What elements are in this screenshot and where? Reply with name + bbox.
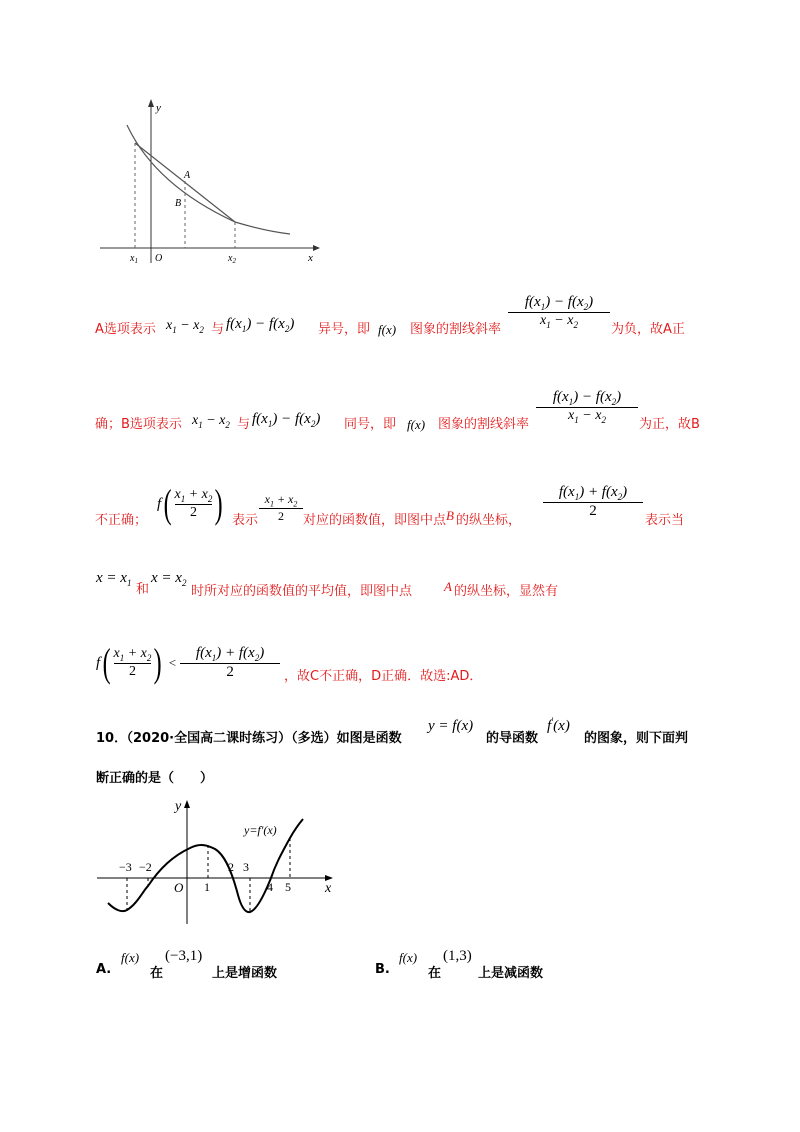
sol-line4-x-eq-x1: $x = x_1$ [96, 570, 132, 588]
sol-line3-average-fraction: $f(x_1) + f(x_2)$ 2 [543, 484, 643, 520]
sol-line1-b: 与 [211, 322, 225, 337]
y-axis-label: y [156, 102, 161, 114]
question-text-a: 的导函数 [486, 731, 539, 746]
option-b-letter: B. [375, 962, 390, 977]
sol-line3-d: 的纵坐标， [456, 513, 522, 528]
sol-line1-c: 异号，即 [318, 322, 371, 337]
x2-label: $x_2$ [228, 253, 236, 265]
point-b-label: B [175, 198, 182, 209]
option-b-word: 在 [428, 966, 442, 981]
sol-line2-fx: f(x) [407, 417, 426, 432]
sol-line1-a: A选项表示 [95, 322, 156, 337]
sol-line1-expr-x1-x2: $x_1 - x_2$ [166, 318, 204, 335]
sol-line1-expr-fdiff: $f(x_1) - f(x_2)$ [226, 316, 295, 334]
sol-line3-f-midpoint: f ( $x_1 + x_2$ 2 ) [157, 481, 224, 526]
y-axis-arrow-icon [184, 800, 190, 808]
sol-line2-d: 图象的割线斜率 [438, 417, 530, 432]
sol-line4-a: 时所对应的函数值的平均值，即图中点 [191, 584, 413, 599]
sol-line5-inequality: f ( $x_1 + x_2$ 2 ) < $f(x_1) + f(x_2)$ 2 [96, 638, 280, 688]
option-b-result: 上是减函数 [478, 966, 544, 981]
tick-label-neg3: −3 [119, 860, 132, 874]
question-text-c: 断正确的是（ ） [96, 771, 214, 786]
option-b[interactable] [375, 950, 615, 984]
sol-line3-b: 表示 [232, 513, 259, 528]
sol-line3-point-b: B [446, 508, 454, 523]
sol-line2-slope-fraction: $f(x_1) - f(x_2)$ $x_1 - x_2$ [536, 389, 638, 425]
option-b-func: f(x) [399, 950, 418, 965]
sol-line3-a: 不正确； [95, 513, 148, 528]
x1-label: $x_1$ [130, 253, 138, 265]
point-a-label: A [184, 170, 191, 181]
x-axis-label: x [325, 881, 332, 896]
option-a[interactable] [96, 950, 336, 984]
origin-label: O [155, 253, 163, 264]
tick-label-4: 4 [267, 880, 273, 894]
sol-line3-midpoint-fraction: $x_1 + x_2$ 2 [259, 492, 303, 524]
sol-line4-and: 和 [136, 582, 150, 597]
derivative-figure [95, 798, 340, 928]
sol-line2-c: 同号，即 [344, 417, 397, 432]
sol-line2-expr-fdiff: $f(x_1) - f(x_2)$ [252, 411, 321, 429]
tick-label-5: 5 [285, 880, 291, 894]
origin-label: O [174, 880, 184, 895]
option-b-interval: (1,3) [443, 948, 472, 964]
tick-label-3: 3 [243, 860, 249, 874]
sol-line1-fx: f(x) [378, 322, 397, 337]
sol-line1-e: 为负，故A正 [611, 322, 685, 337]
option-a-letter: A. [96, 962, 112, 977]
option-a-func: f(x) [121, 950, 140, 965]
sol-line3-e: 表示当 [645, 513, 685, 528]
sol-line1-d: 图象的割线斜率 [410, 322, 502, 337]
sol-line3-c: 对应的函数值，即图中点 [303, 513, 447, 528]
option-a-word: 在 [150, 966, 164, 981]
y-axis-label: y [175, 799, 182, 814]
sol-line1-slope-fraction: $f(x_1) - f(x_2)$ $x_1 - x_2$ [508, 294, 610, 330]
sol-line4-x-eq-x2: $x = x_2$ [151, 570, 187, 588]
sol-line2-b: 与 [237, 417, 251, 432]
option-a-interval: (−3,1) [165, 948, 203, 964]
question-y-eq-fx: y = f(x) [428, 718, 474, 734]
sol-line2-e: 为正，故B [639, 417, 700, 432]
option-a-result: 上是增函数 [212, 966, 278, 981]
question-text-b: 的图象，则下面判 [584, 731, 689, 746]
tick-label-neg2: −2 [139, 860, 152, 874]
question-number: 10． [96, 731, 128, 746]
sol-line5-a: ，故C不正确，D正确．故选:AD． [284, 669, 483, 684]
y-axis-arrow-icon [148, 99, 154, 107]
sol-line4-point-a: A [444, 579, 452, 594]
sol-line2-expr-x1-x2: $x_1 - x_2$ [192, 413, 230, 430]
sol-line2-a: 确；B选项表示 [95, 417, 182, 432]
tick-label-2: 2 [228, 860, 234, 874]
secant-figure [95, 95, 325, 270]
curve-label: y=f'(x) [244, 823, 277, 837]
sol-line4-b: 的纵坐标，显然有 [454, 584, 559, 599]
question-fprime: f′(x) [547, 716, 570, 734]
tick-label-1: 1 [204, 880, 210, 894]
x-axis-arrow-icon [313, 245, 320, 251]
question-source: （2020·全国高二课时练习）（多选）如图是函数 [120, 731, 402, 746]
x-axis-label: x [308, 252, 313, 264]
